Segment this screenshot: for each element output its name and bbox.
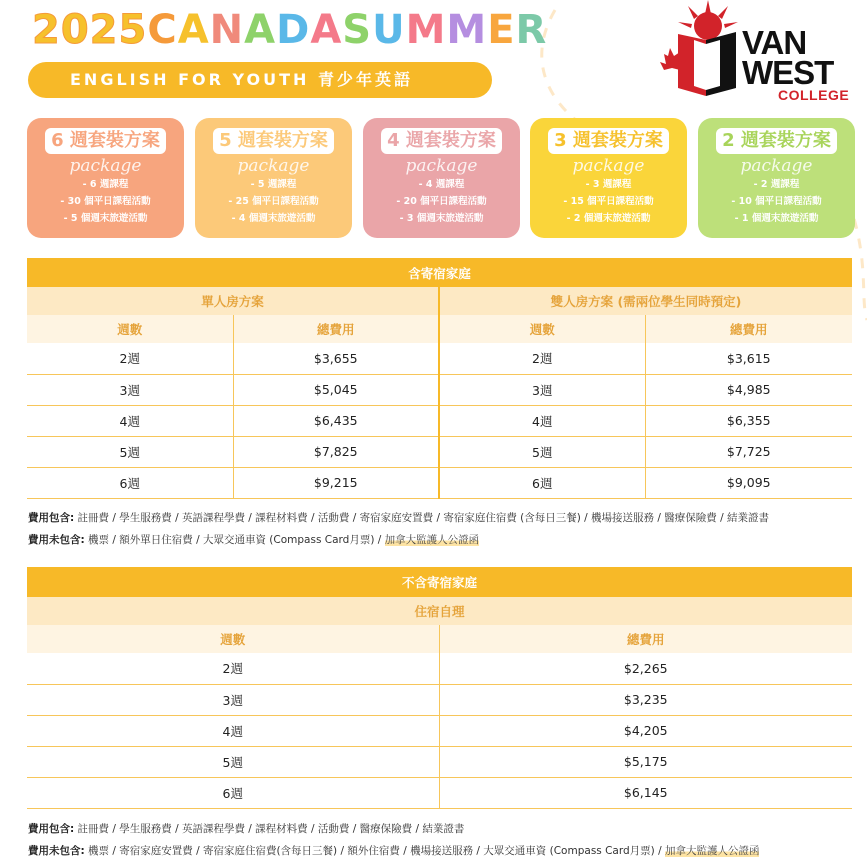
double-total-cell: $9,095 bbox=[645, 467, 852, 498]
package-line: - 30 個平日課程活動 bbox=[60, 196, 151, 207]
logo-text-college: COLLEGE bbox=[778, 87, 850, 103]
table-row bbox=[27, 405, 852, 436]
package-card-2-weeks bbox=[698, 118, 855, 238]
title-summer: SUMMER bbox=[342, 7, 548, 53]
fee-included-label: 費用包含: bbox=[28, 512, 75, 524]
table-row bbox=[27, 653, 852, 684]
fee-included-label: 費用包含: bbox=[28, 823, 75, 835]
title-year: 2025 bbox=[32, 7, 148, 53]
title-canada: CANADA bbox=[147, 7, 343, 53]
weeks-cell: 2週 bbox=[27, 343, 233, 374]
package-line: - 15 個平日課程活動 bbox=[563, 196, 654, 207]
package-line: - 4 週課程 bbox=[418, 179, 465, 190]
guardian-notarization-highlight: 加拿大監護人公證函 bbox=[384, 534, 480, 546]
weeks-cell: 5週 bbox=[27, 746, 439, 777]
table-row bbox=[27, 374, 852, 405]
package-line: - 20 個平日課程活動 bbox=[396, 196, 487, 207]
self-accommodation-header: 住宿自理 bbox=[27, 597, 852, 625]
column-header-total: 總費用 bbox=[645, 315, 852, 343]
total-cell: $4,205 bbox=[439, 715, 852, 746]
single-total-cell: $9,215 bbox=[233, 467, 439, 498]
table-row bbox=[27, 777, 852, 808]
single-room-header: 單人房方案 bbox=[27, 287, 439, 315]
fee-included-text: 註冊費 / 學生服務費 / 英語課程學費 / 課程材料費 / 活動費 / 醫療保險費 / 結業證書 bbox=[74, 823, 465, 835]
subtitle-banner bbox=[28, 62, 492, 98]
package-line: - 10 個平日課程活動 bbox=[731, 196, 822, 207]
total-cell: $6,145 bbox=[439, 777, 852, 808]
double-total-cell: $6,355 bbox=[645, 405, 852, 436]
column-header-total: 總費用 bbox=[439, 625, 852, 653]
no-homestay-table-title: 不含寄宿家庭 bbox=[27, 567, 852, 597]
package-name: 2 週套裝方案 bbox=[716, 128, 837, 154]
package-line: - 2 個週末旅遊活動 bbox=[566, 213, 651, 224]
package-cards bbox=[27, 118, 855, 238]
package-line: - 6 週課程 bbox=[82, 179, 129, 190]
package-line: - 2 週課程 bbox=[753, 179, 800, 190]
package-line: - 1 個週末旅遊活動 bbox=[734, 213, 819, 224]
homestay-table-title: 含寄宿家庭 bbox=[27, 258, 852, 287]
logo-text-van: VAN bbox=[742, 24, 807, 61]
package-script: package bbox=[740, 156, 813, 176]
weeks-cell: 6週 bbox=[27, 467, 233, 498]
fee-excluded-label: 費用未包含: bbox=[28, 845, 85, 857]
column-header-weeks: 週數 bbox=[27, 625, 439, 653]
package-card-4-weeks bbox=[363, 118, 520, 238]
fee-included-line bbox=[28, 507, 769, 529]
package-script: package bbox=[69, 156, 142, 176]
subtitle-text: ENGLISH FOR YOUTH 青少年英語 bbox=[70, 70, 413, 89]
fee-excluded-text: 機票 / 額外單日住宿費 / 大眾交通車資 (Compass Card月票) / bbox=[84, 534, 385, 546]
package-name: 3 週套裝方案 bbox=[548, 128, 669, 154]
weeks-cell: 3週 bbox=[439, 374, 645, 405]
weeks-cell: 4週 bbox=[439, 405, 645, 436]
fee-excluded-text: 機票 / 寄宿家庭安置費 / 寄宿家庭住宿費(含每日三餐) / 額外住宿費 / 機場接送服務 / 大眾交通車資 (Compass Card月票) / bbox=[84, 845, 665, 857]
package-line: - 5 週課程 bbox=[250, 179, 297, 190]
weeks-cell: 2週 bbox=[27, 653, 439, 684]
weeks-cell: 6週 bbox=[27, 777, 439, 808]
weeks-cell: 3週 bbox=[27, 374, 233, 405]
package-script: package bbox=[405, 156, 478, 176]
weeks-cell: 5週 bbox=[27, 436, 233, 467]
homestay-fee-notes bbox=[28, 507, 769, 551]
total-cell: $5,175 bbox=[439, 746, 852, 777]
package-card-3-weeks bbox=[530, 118, 687, 238]
package-name: 6 週套裝方案 bbox=[45, 128, 166, 154]
column-header-weeks: 週數 bbox=[439, 315, 645, 343]
total-cell: $2,265 bbox=[439, 653, 852, 684]
table-row bbox=[27, 746, 852, 777]
fee-included-line bbox=[28, 818, 759, 840]
no-homestay-fee-notes bbox=[28, 818, 759, 862]
vanwest-college-logo bbox=[658, 0, 858, 106]
package-line: - 25 個平日課程活動 bbox=[228, 196, 319, 207]
no-homestay-price-table bbox=[27, 567, 852, 809]
homestay-price-table bbox=[27, 258, 852, 499]
table-row bbox=[27, 343, 852, 374]
double-total-cell: $4,985 bbox=[645, 374, 852, 405]
double-room-header: 雙人房方案 (需兩位學生同時預定) bbox=[439, 287, 852, 315]
weeks-cell: 2週 bbox=[439, 343, 645, 374]
fee-excluded-line bbox=[28, 529, 769, 551]
package-name: 4 週套裝方案 bbox=[381, 128, 502, 154]
weeks-cell: 4週 bbox=[27, 715, 439, 746]
weeks-cell: 4週 bbox=[27, 405, 233, 436]
column-header-weeks: 週數 bbox=[27, 315, 233, 343]
package-line: - 4 個週末旅遊活動 bbox=[231, 213, 316, 224]
package-line: - 3 個週末旅遊活動 bbox=[399, 213, 484, 224]
package-card-6-weeks bbox=[27, 118, 184, 238]
table-row bbox=[27, 436, 852, 467]
table-row bbox=[27, 467, 852, 498]
fee-included-text: 註冊費 / 學生服務費 / 英語課程學費 / 課程材料費 / 活動費 / 寄宿家庭安置費 / 寄宿家庭住宿費 (含每日三餐) / 機場接送服務 / 醫療保險費 / 結業證書 bbox=[74, 512, 769, 524]
guardian-notarization-highlight: 加拿大監護人公證函 bbox=[664, 845, 760, 857]
logo-text-west: WEST bbox=[742, 54, 834, 91]
package-script: package bbox=[572, 156, 645, 176]
column-header-total: 總費用 bbox=[233, 315, 439, 343]
package-script: package bbox=[237, 156, 310, 176]
total-cell: $3,235 bbox=[439, 684, 852, 715]
table-row bbox=[27, 715, 852, 746]
single-total-cell: $3,655 bbox=[233, 343, 439, 374]
weeks-cell: 5週 bbox=[439, 436, 645, 467]
single-total-cell: $7,825 bbox=[233, 436, 439, 467]
weeks-cell: 6週 bbox=[439, 467, 645, 498]
double-total-cell: $3,615 bbox=[645, 343, 852, 374]
package-line: - 3 週課程 bbox=[585, 179, 632, 190]
double-total-cell: $7,725 bbox=[645, 436, 852, 467]
package-card-5-weeks bbox=[195, 118, 352, 238]
weeks-cell: 3週 bbox=[27, 684, 439, 715]
page-title bbox=[32, 6, 547, 54]
single-total-cell: $6,435 bbox=[233, 405, 439, 436]
package-name: 5 週套裝方案 bbox=[213, 128, 334, 154]
package-line: - 5 個週末旅遊活動 bbox=[63, 213, 148, 224]
table-row bbox=[27, 684, 852, 715]
fee-excluded-line bbox=[28, 840, 759, 862]
single-total-cell: $5,045 bbox=[233, 374, 439, 405]
fee-excluded-label: 費用未包含: bbox=[28, 534, 85, 546]
